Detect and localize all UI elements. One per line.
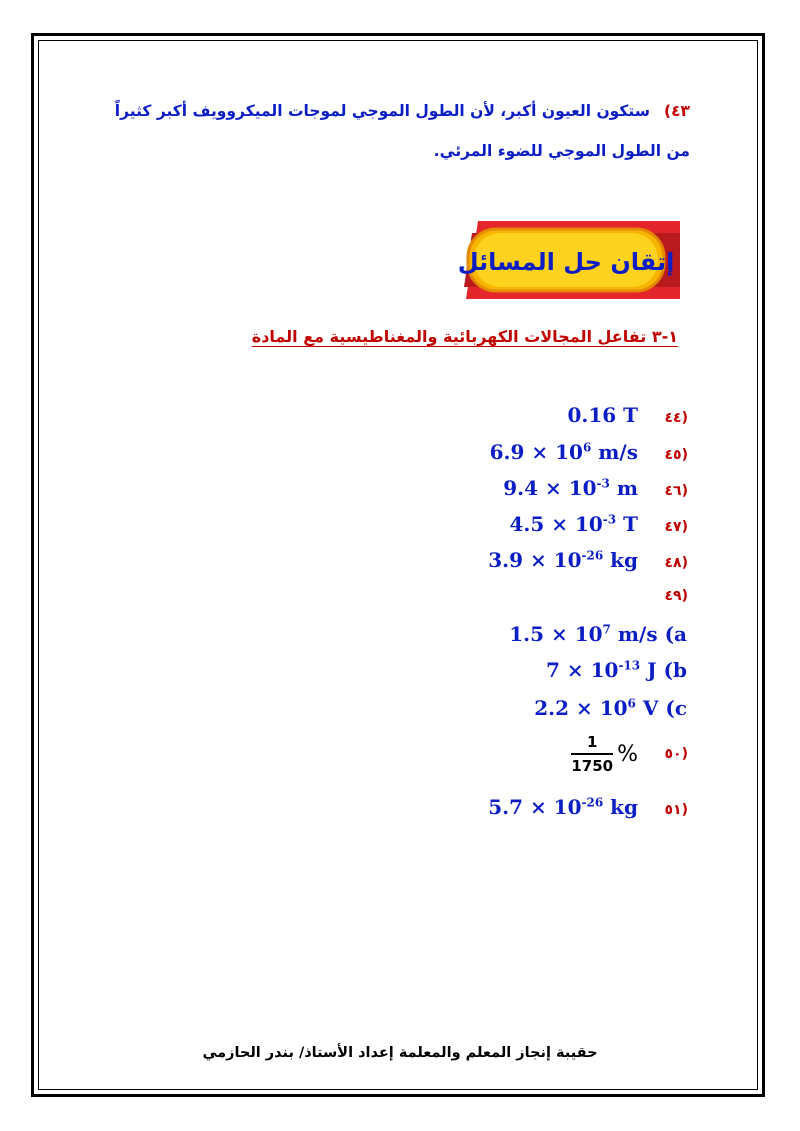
- banner-label: إتقان حل المسائل: [458, 248, 675, 276]
- answer-49-b: $7 \times 10^{-13}$ J (b: [546, 658, 687, 682]
- answer-47-index: ٤٧): [664, 519, 688, 535]
- answer-50-fraction: [571, 733, 613, 775]
- answer-50-index: ٥٠): [664, 746, 688, 762]
- answer-51: [488, 795, 688, 819]
- answer-45-index: ٤٥): [664, 447, 688, 463]
- fraction-numerator: 1: [587, 733, 598, 751]
- answer-44-index: ٤٤): [664, 410, 688, 426]
- answer-49-c: $2.2 \times 10^6$ V (c: [534, 696, 687, 720]
- fraction-bar: [571, 753, 613, 755]
- answer-46: [503, 476, 688, 500]
- answer-48: [488, 548, 688, 572]
- answer-49-a: $1.5 \times 10^7$ m/s (a: [509, 622, 687, 646]
- banner-problem-solving: [458, 215, 688, 303]
- answer-44-value: 0.16 T: [567, 403, 638, 427]
- answer-46-index: ٤٦): [664, 483, 688, 499]
- answer-47-value: $4.5 \times 10^{-3}$ T: [509, 512, 638, 536]
- answer-43-number: ٤٣): [663, 102, 690, 120]
- percent-sign: %: [617, 741, 638, 767]
- answer-49: [638, 588, 688, 604]
- footer-credit: حقيبة إنجاز المعلم والمعلمة إعداد الأستاذ/ بندر الحازمي: [202, 1045, 598, 1061]
- answer-43: [110, 91, 690, 171]
- answer-47: [509, 512, 688, 536]
- answer-45-value: $6.9 \times 10^6$ m/s: [489, 440, 638, 464]
- answer-45: [490, 440, 688, 464]
- answer-48-index: ٤٨): [664, 555, 688, 571]
- answer-50: [571, 733, 688, 775]
- answer-48-value: $3.9 \times 10^{-26}$ kg: [488, 548, 638, 572]
- answer-44: [567, 403, 688, 427]
- section-title: ١-٣ تفاعل المجالات الكهربائية والمغناطيسية مع المادة: [251, 327, 678, 346]
- answer-43-text: ستكون العيون أكبر، لأن الطول الموجي لموجات الميكروويف أكبر كثيراً من الطول الموجي للضوء المرئي.: [114, 102, 690, 160]
- answer-51-index: ٥١): [664, 802, 688, 818]
- answer-46-value: $9.4 \times 10^{-3}$ m: [503, 476, 638, 500]
- answer-51-value: $5.7 \times 10^{-26}$ kg: [488, 795, 638, 819]
- fraction-denominator: 1750: [571, 757, 614, 775]
- answer-49-index: ٤٩): [664, 588, 688, 604]
